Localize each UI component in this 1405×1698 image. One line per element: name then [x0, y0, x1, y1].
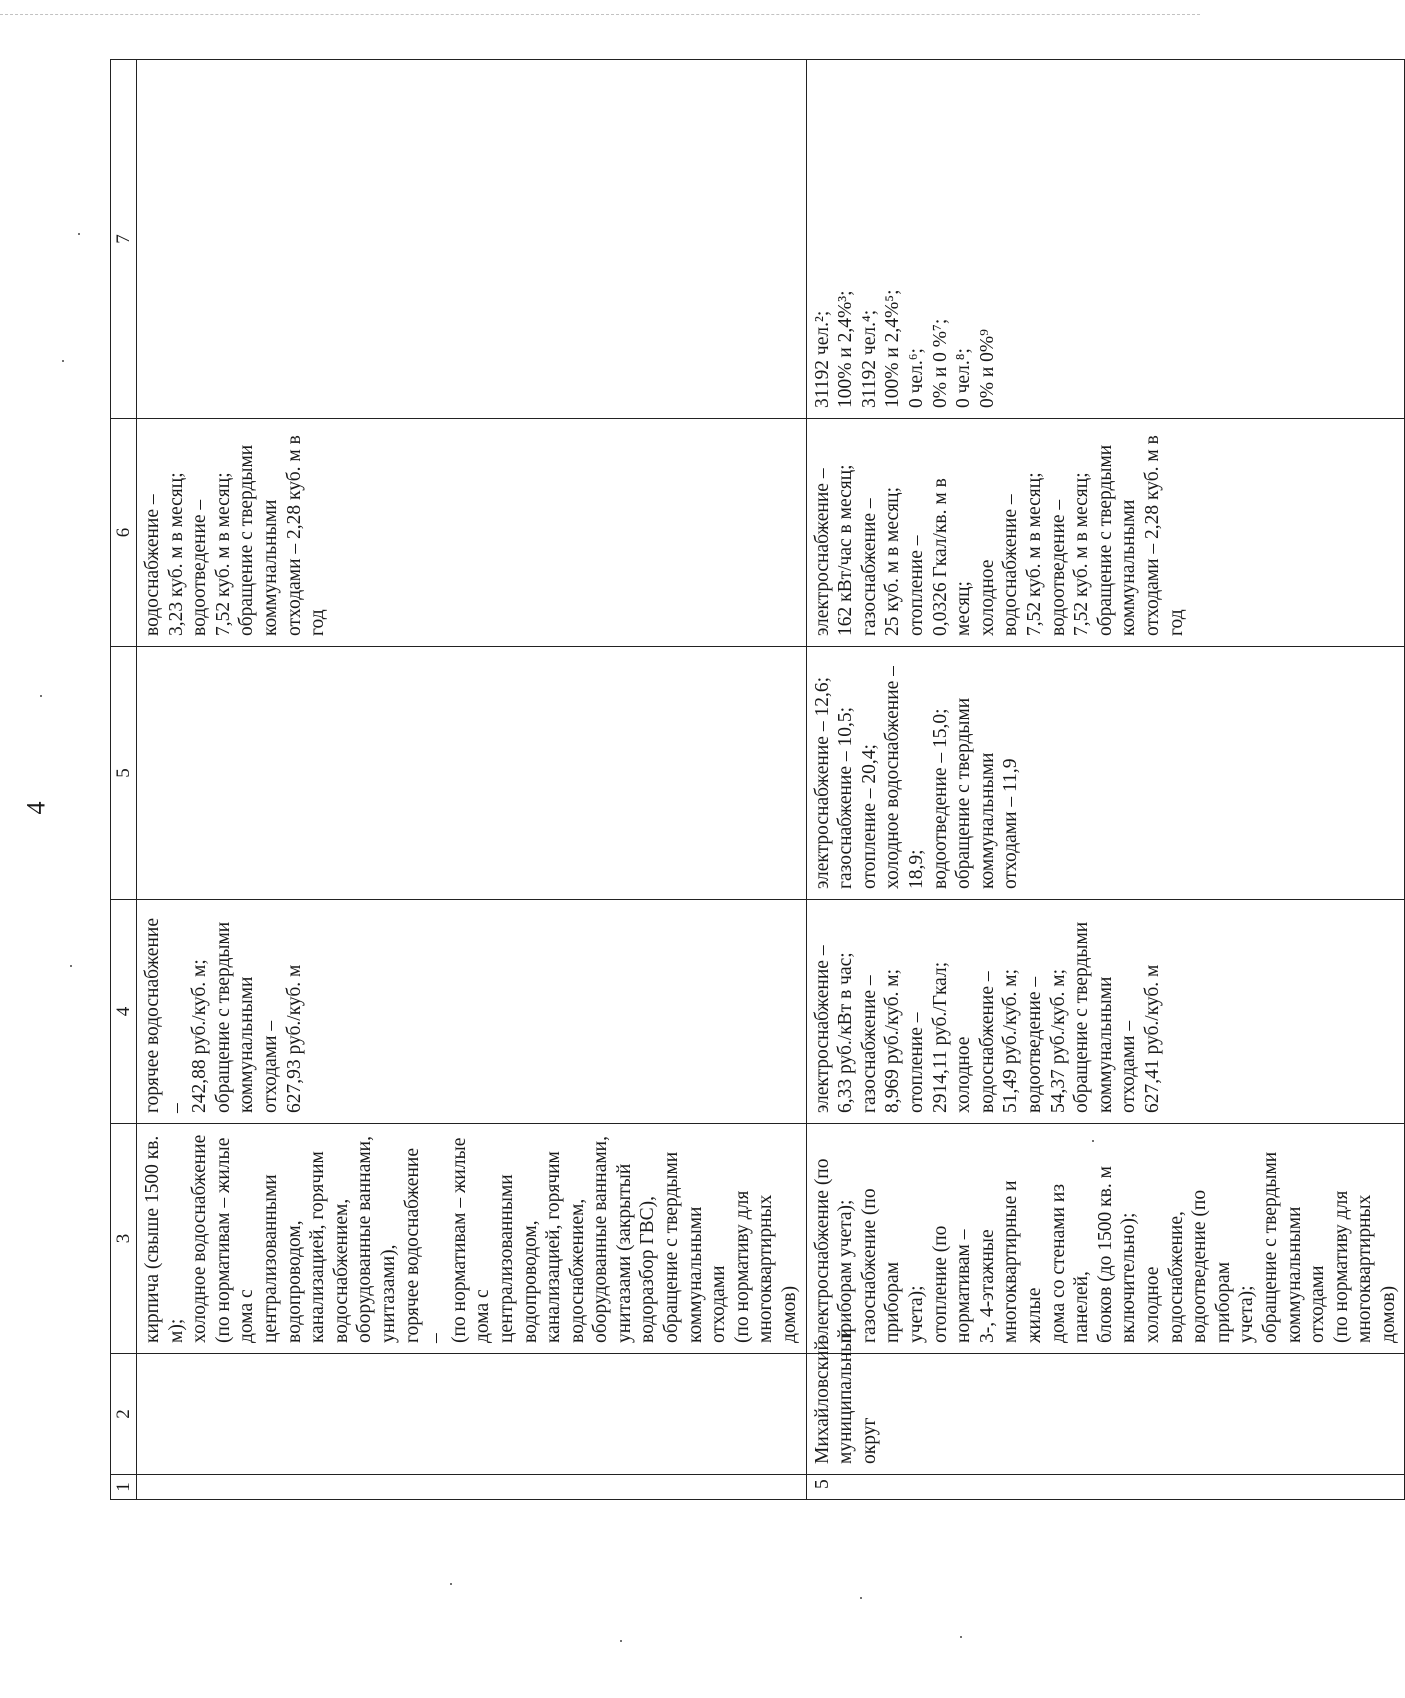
col-header-2: 2: [111, 1354, 137, 1475]
cell-consumption: водоснабжение – 3,23 куб. м в месяц; водоотведение – 7,52 куб. м в месяц; обращение с твердыми коммунальными отходами – 2,28 куб. м в год: [137, 419, 807, 647]
col-header-4: 4: [111, 900, 137, 1124]
col-header-1: 1: [111, 1475, 137, 1500]
scan-speck: [78, 233, 80, 235]
cell-number: 5: [806, 1475, 1405, 1500]
table-row: [806, 60, 1405, 1500]
cell-growth-index: [137, 647, 807, 900]
cell-municipality: Михайловский муниципальный округ: [806, 1354, 1405, 1475]
cell-population: 31192 чел.²; 100% и 2,4%³; 31192 чел.⁴; 100% и 2,4%⁵; 0 чел.⁶; 0% и 0 %⁷; 0 чел.⁸; 0% и 0%⁹: [806, 60, 1405, 419]
scan-speck: [40, 695, 42, 697]
page-number: 4: [21, 801, 51, 815]
cell-growth-index: электроснабжение – 12,6; газоснабжение – 10,5; отопление – 20,4; холодное водоснабжение – 18,9; водоотведение – 15,0; обращение с твердыми коммунальными отходами – 11,9: [806, 647, 1405, 900]
rotated-table-wrapper: [110, 60, 1399, 1500]
tariff-table: [110, 59, 1405, 1500]
cell-services: электроснабжение (по приборам учета); газоснабжение (по приборам учета); отопление (по нормативам – 3-, 4-этажные многоквартирные и жилые дома со стенами из панелей, блоков (до 1500 кв. м включительно); холодное водоснабжение, водоотведение (по приборам учета); обращение с твердыми коммунальными отходами (по нормативу для многоквартирных домов): [806, 1124, 1405, 1354]
table-row: [137, 60, 807, 1500]
scan-edge-line: [0, 14, 1200, 21]
cell-consumption: электроснабжение – 162 кВт/час в месяц; газоснабжение – 25 куб. м в месяц; отопление – 0,0326 Гкал/кв. м в месяц; холодное водоснабжение – 7,52 куб. м в месяц; водоотведение – 7,52 куб. м в месяц; обращение с твердыми коммунальными отходами – 2,28 куб. м в год: [806, 419, 1405, 647]
col-header-7: 7: [111, 60, 137, 419]
cell-tariffs: горячее водоснабжение – 242,88 руб./куб. м; обращение с твердыми коммунальными отходами – 627,93 руб./куб. м: [137, 900, 807, 1124]
col-header-3: 3: [111, 1124, 137, 1354]
col-header-6: 6: [111, 419, 137, 647]
scan-speck: [960, 1636, 962, 1638]
table-header-row: [111, 60, 137, 1500]
scan-speck: [450, 1583, 452, 1585]
scan-speck: [620, 1640, 622, 1642]
scan-speck: [860, 1597, 862, 1599]
cell-services: кирпича (свыше 1500 кв. м); холодное водоснабжение (по нормативам – жилые дома с централизованными водопроводом, канализацией, горячим водоснабжением, оборудованные ваннами, унитазами), горячее водоснабжение – (по нормативам – жилые дома с централизованными водопроводом, канализацией, горячим водоснабжением, оборудованные ваннами, унитазами (закрытый водоразбор ГВС), обращение с твердыми коммунальными отходами (по нормативу для многоквартирных домов): [137, 1124, 807, 1354]
cell-tariffs: электроснабжение – 6,33 руб./кВт в час; газоснабжение – 8,969 руб./куб. м; отопление – 2914,11 руб./Гкал; холодное водоснабжение – 51,49 руб./куб. м; водоотведение – 54,37 руб./куб. м; обращение с твердыми коммунальными отходами – 627,41 руб./куб. м: [806, 900, 1405, 1124]
col-header-5: 5: [111, 647, 137, 900]
cell-number: [137, 1475, 807, 1500]
cell-municipality: [137, 1354, 807, 1475]
cell-population: [137, 60, 807, 419]
scan-speck: [70, 965, 72, 967]
scan-speck: [62, 360, 64, 362]
